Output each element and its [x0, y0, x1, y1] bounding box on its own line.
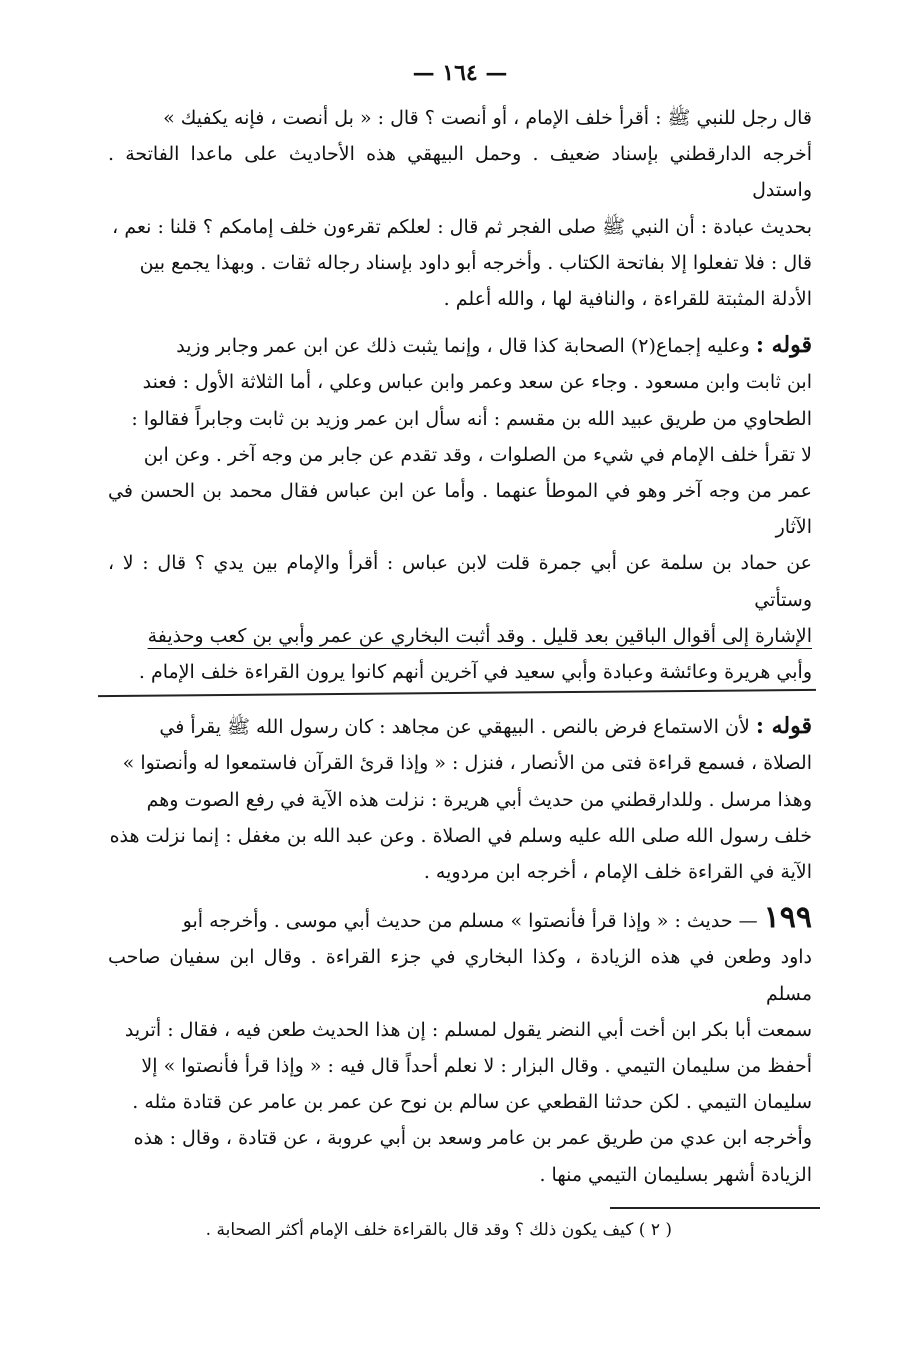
- text-line: قال رجل للنبي ﷺ : أقرأ خلف الإمام ، أو أنصت ؟ قال : « بل أنصت ، فإنه يكفيك »: [163, 107, 812, 129]
- text-line: [108, 327, 812, 364]
- paragraph-2: [108, 327, 812, 690]
- paragraph-4: [108, 900, 812, 1193]
- text-line: [108, 900, 812, 939]
- text-line: الصلاة ، فسمع قراءة فتى من الأنصار ، فنزل : « وإذا قرئ القرآن فاستمعوا له وأنصتوا »: [122, 752, 812, 775]
- text-line: أخرجه الدارقطني بإسناد ضعيف . وحمل البيهقي هذه الأحاديث على ماعدا الفاتحة . واستدل: [108, 143, 812, 202]
- text-line: الآية في القراءة خلف الإمام ، أخرجه ابن مردويه .: [423, 861, 812, 884]
- text-line: قال : فلا تفعلوا إلا بفاتحة الكتاب . وأخرجه أبو داود بإسناد رجاله ثقات . وبهذا يجمع بين: [139, 251, 812, 274]
- page-number: — ١٦٤ —: [412, 60, 508, 86]
- text-line: الطحاوي من طريق عبيد الله بن مقسم : أنه سأل ابن عمر وزيد بن ثابت وجابراً فقالوا :: [131, 407, 812, 430]
- text-line: بحديث عبادة : أن النبي ﷺ صلى الفجر ثم قال : لعلكم تقرءون خلف إمامكم ؟ قلنا : نعم ،: [112, 215, 812, 238]
- paragraph-lead: قوله :: [755, 713, 812, 740]
- footnote-divider: [610, 1207, 820, 1209]
- text-line: سمعت أبا بكر ابن أخت أبي النضر يقول لمسلم : إن هذا الحديث طعن فيه ، فقال : أتريد: [124, 1018, 812, 1041]
- text-line: وأخرجه ابن عدي من طريق عمر بن عامر وسعد بن أبي عروبة ، عن قتادة ، وقال : هذه: [133, 1127, 812, 1150]
- text-line: أحفظ من سليمان التيمي . وقال البزار : لا نعلم أحداً قال فيه : « وإذا قرأ فأنصتوا » إلا: [141, 1055, 812, 1078]
- paragraph-3: [108, 708, 812, 890]
- handwritten-line: [108, 692, 812, 698]
- paragraph-lead: قوله :: [755, 332, 812, 359]
- text-line: الزيادة أشهر بسليمان التيمي منها .: [539, 1163, 812, 1186]
- text-line: عمر من وجه آخر وهو في الموطأ عنهما . وأما عن ابن عباس فقال محمد بن الحسن في الآثار: [108, 480, 812, 539]
- text-line: الأدلة المثبتة للقراءة ، والنافية لها ، والله أعلم .: [443, 288, 812, 311]
- text-line-body: — حديث : « وإذا قرأ فأنصتوا » مسلم من حديث أبي موسى . وأخرجه أبو: [182, 910, 758, 933]
- text-line: لا تقرأ خلف الإمام في شيء من الصلوات ، وقد تقدم عن جابر من وجه آخر . وعن ابن: [143, 443, 812, 466]
- text-line: داود وطعن في هذه الزيادة ، وكذا البخاري في جزء القراءة . وقال ابن سفيان صاحب مسلم: [108, 946, 812, 1005]
- paragraph-1: [108, 100, 812, 317]
- text-line: خلف رسول الله صلى الله عليه وسلم في الصلاة . وعن عبد الله بن مغفل : إنما نزلت هذه: [109, 824, 812, 847]
- text-line: عن حماد بن سلمة عن أبي جمرة قلت لابن عباس : أقرأ والإمام بين يدي ؟ قال : لا ، وستأتي: [108, 552, 812, 611]
- text-line: ابن ثابت وابن مسعود . وجاء عن سعد وعمر وابن عباس وعلي ، أما الثلاثة الأول : فعند: [142, 371, 812, 394]
- hadith-number: ١٩٩: [763, 900, 812, 936]
- text-line-underlined: الإشارة إلى أقوال الباقين بعد قليل . وقد أثبت البخاري عن عمر وأبي بن كعب وحذيفة: [147, 624, 812, 647]
- text-line: [108, 708, 812, 745]
- text-line: سليمان التيمي . لكن حدثنا القطعي عن سالم بن نوح عن عمر بن عامر عن قتادة مثله .: [132, 1091, 812, 1114]
- text-line-body: وعليه إجماع(٢) الصحابة كذا قال ، وإنما يثبت ذلك عن ابن عمر وجابر وزيد: [176, 335, 750, 358]
- footnote: ( ٢ ) كيف يكون ذلك ؟ وقد قال بالقراءة خلف الإمام أكثر الصحابة .: [205, 1219, 672, 1240]
- text-line: وهذا مرسل . وللدارقطني من حديث أبي هريرة : نزلت هذه الآية في رفع الصوت وهم: [146, 788, 812, 811]
- text-line: وأبي هريرة وعائشة وعبادة وأبي سعيد في آخرين أنهم كانوا يرون القراءة خلف الإمام .: [138, 661, 812, 684]
- text-line-body: لأن الاستماع فرض بالنص . البيهقي عن مجاهد : كان رسول الله ﷺ يقرأ في: [159, 716, 750, 739]
